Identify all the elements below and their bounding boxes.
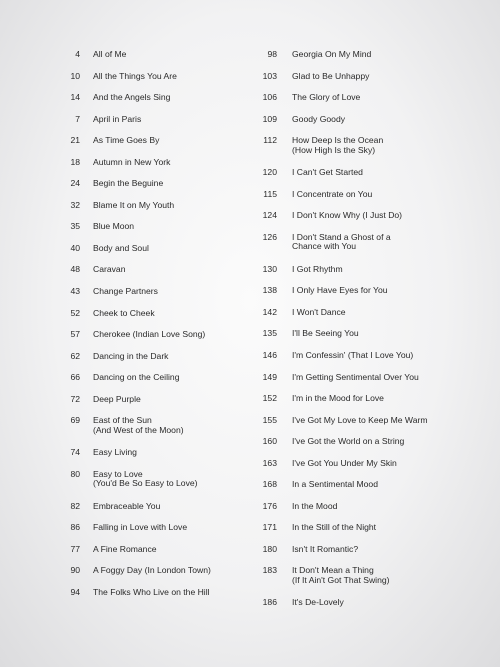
song-title: East of the Sun (And West of the Moon) [93, 415, 184, 435]
song-title: Easy Living [93, 447, 137, 458]
contents-entry [257, 136, 477, 168]
page-number: 52 [70, 307, 80, 318]
page-number: 62 [70, 350, 80, 361]
song-title: In the Still of the Night [292, 522, 377, 533]
contents-entry [44, 523, 244, 545]
song-title: I'll Be Seeing You [292, 328, 359, 339]
song-title: I've Got the World on a String [292, 436, 405, 447]
contents-entry [257, 168, 477, 190]
page-number: 115 [263, 188, 277, 199]
page-number: 18 [70, 156, 80, 167]
song-title: I've Got You Under My Skin [292, 457, 397, 468]
song-title: I Can't Get Started [292, 167, 363, 178]
contents-entry [44, 136, 244, 158]
page-number: 142 [262, 306, 277, 317]
page-number: 32 [70, 199, 80, 210]
contents-entry [44, 265, 244, 287]
song-title: I Won't Dance [292, 306, 346, 317]
page-number: 94 [70, 587, 80, 598]
page-number: 72 [70, 393, 80, 404]
page-number: 103 [262, 70, 277, 81]
song-title: I Only Have Eyes for You [292, 285, 388, 296]
page-number: 186 [262, 597, 277, 608]
page-number: 163 [262, 457, 277, 468]
contents-entry [257, 233, 477, 265]
page-number: 24 [70, 178, 80, 189]
contents-entry [44, 470, 244, 502]
page-number: 130 [262, 263, 277, 274]
song-title: How Deep Is the Ocean (How High Is the Sky) [292, 135, 384, 155]
contents-entry [44, 158, 244, 180]
contents-entry [257, 115, 477, 137]
contents-column-right [257, 50, 477, 620]
page-number: 40 [70, 242, 80, 253]
contents-entry [44, 72, 244, 94]
contents-entry [44, 179, 244, 201]
page-number: 48 [70, 264, 80, 275]
contents-entry [44, 448, 244, 470]
song-title: All of Me [93, 49, 127, 59]
song-title: The Glory of Love [292, 92, 361, 103]
song-title: Blame It on My Youth [93, 199, 175, 210]
contents-entry [44, 309, 244, 331]
song-title: Glad to Be Unhappy [292, 70, 370, 81]
contents-entry [44, 93, 244, 115]
contents-entry [257, 190, 477, 212]
song-title: It's De-Lovely [292, 597, 344, 608]
page-number: 69 [70, 415, 80, 426]
page-number: 21 [70, 135, 80, 146]
song-title: I Don't Know Why (I Just Do) [292, 210, 403, 221]
contents-entry [257, 459, 477, 481]
contents-entry [257, 351, 477, 373]
page-number: 82 [70, 500, 80, 511]
page-number: 57 [70, 329, 80, 340]
page-number: 152 [262, 393, 277, 404]
contents-entry [44, 373, 244, 395]
contents-entry [44, 545, 244, 567]
contents-column-left [44, 50, 244, 610]
contents-entry [257, 93, 477, 115]
song-title: Caravan [93, 264, 126, 275]
page-number: 126 [262, 231, 277, 242]
page-number: 112 [263, 135, 277, 146]
song-title: Falling in Love with Love [93, 522, 188, 533]
song-title: As Time Goes By [93, 135, 160, 146]
contents-entry [44, 566, 244, 588]
song-title: Body and Soul [93, 242, 149, 253]
song-title: Autumn in New York [93, 156, 171, 167]
page-number: 176 [262, 500, 277, 511]
page-number: 86 [70, 522, 80, 533]
page-number: 7 [75, 113, 80, 124]
contents-entry [257, 502, 477, 524]
contents-entry [44, 115, 244, 137]
contents-entry [257, 286, 477, 308]
song-title: Cheek to Cheek [93, 307, 155, 318]
song-title: I'm in the Mood for Love [292, 393, 384, 404]
song-title: In the Mood [292, 500, 338, 511]
contents-entry [257, 437, 477, 459]
contents-entry [257, 416, 477, 438]
song-title: Georgia On My Mind [292, 49, 372, 59]
contents-entry [44, 588, 244, 610]
song-title: The Folks Who Live on the Hill [93, 587, 210, 598]
page-number: 120 [262, 167, 277, 178]
song-title: I've Got My Love to Keep Me Warm [292, 414, 428, 425]
contents-entry [44, 50, 244, 72]
song-title: Easy to Love (You'd Be So Easy to Love) [93, 468, 198, 489]
page-number: 168 [262, 479, 277, 490]
contents-entry [44, 352, 244, 374]
page-number: 106 [262, 92, 277, 103]
song-title: It Don't Mean a Thing (If It Ain't Got That Swing) [292, 565, 390, 586]
contents-entry [257, 394, 477, 416]
song-title: Change Partners [93, 286, 158, 297]
song-title: And the Angels Sing [93, 92, 171, 103]
page-number: 4 [75, 49, 80, 59]
contents-entry [257, 598, 477, 620]
page-number: 77 [70, 543, 80, 554]
song-title: Dancing in the Dark [93, 350, 169, 361]
page-number: 35 [70, 221, 80, 232]
song-title: April in Paris [93, 113, 142, 124]
page-number: 43 [70, 286, 80, 297]
song-title: I Concentrate on You [292, 188, 373, 199]
song-title: A Fine Romance [93, 543, 157, 554]
page-number: 10 [70, 70, 80, 81]
page-number: 74 [70, 447, 80, 458]
contents-entry [44, 416, 244, 448]
page-number: 80 [70, 468, 80, 479]
song-title: All the Things You Are [93, 70, 177, 81]
contents-entry [257, 211, 477, 233]
page-number: 90 [70, 565, 80, 576]
page-number: 135 [262, 328, 277, 339]
page-number: 146 [262, 350, 277, 361]
contents-entry [257, 373, 477, 395]
contents-entry [257, 329, 477, 351]
contents-entry [257, 523, 477, 545]
contents-entry [44, 502, 244, 524]
contents-entry [257, 265, 477, 287]
contents-entry [257, 50, 477, 72]
contents-entry [257, 72, 477, 94]
page-number: 14 [70, 92, 80, 103]
song-title: Deep Purple [93, 393, 141, 404]
song-title: Cherokee (Indian Love Song) [93, 329, 206, 340]
page-number: 160 [262, 436, 277, 447]
song-title: I Got Rhythm [292, 263, 343, 274]
contents-entry [44, 287, 244, 309]
contents-entry [44, 201, 244, 223]
song-title: I Don't Stand a Ghost of a Chance with You [292, 231, 391, 252]
page-number: 138 [262, 285, 277, 296]
contents-entry [257, 566, 477, 598]
contents-entry [257, 308, 477, 330]
contents-entry [257, 480, 477, 502]
contents-entry [257, 545, 477, 567]
contents-entry [44, 244, 244, 266]
page-number: 98 [267, 49, 277, 59]
song-title: Isn't It Romantic? [292, 543, 359, 554]
page-number: 171 [262, 522, 277, 533]
song-title: I'm Confessin' (That I Love You) [292, 350, 414, 361]
page-number: 109 [262, 113, 277, 124]
contents-entry [44, 395, 244, 417]
page-number: 180 [262, 543, 277, 554]
song-title: I'm Getting Sentimental Over You [292, 371, 419, 382]
song-title: A Foggy Day (In London Town) [93, 565, 211, 576]
song-title: Dancing on the Ceiling [93, 372, 180, 383]
song-title: In a Sentimental Mood [292, 479, 378, 490]
song-title: Blue Moon [93, 221, 135, 232]
page-number: 124 [262, 210, 277, 221]
song-title: Goody Goody [292, 113, 346, 124]
song-title: Embraceable You [93, 500, 161, 511]
contents-entry [44, 222, 244, 244]
page-number: 155 [262, 414, 277, 425]
page-number: 149 [262, 371, 277, 382]
page-number: 183 [262, 565, 277, 576]
page-number: 66 [70, 372, 80, 383]
song-title: Begin the Beguine [93, 178, 164, 189]
contents-entry [44, 330, 244, 352]
